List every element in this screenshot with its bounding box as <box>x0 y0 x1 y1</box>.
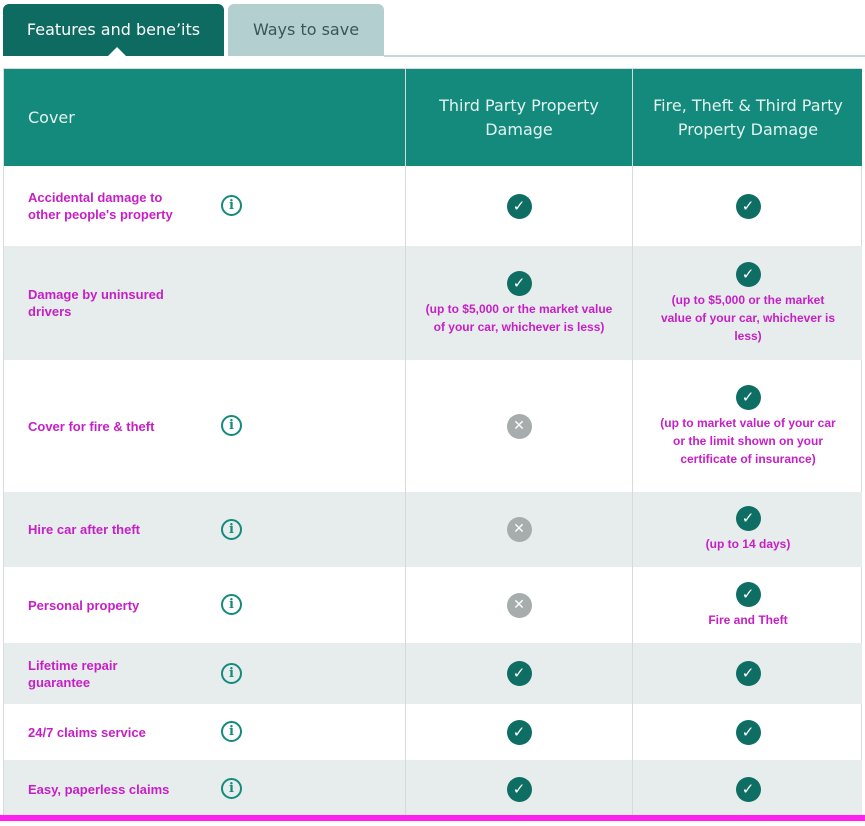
check-icon: ✓ <box>736 385 761 410</box>
row-cell-col1 <box>406 166 632 246</box>
cross-icon: ✕ <box>507 593 532 618</box>
tab-features-label: Features and bene’its <box>26 20 201 39</box>
check-icon: ✓ <box>507 720 532 745</box>
row-cell-note: Fire and Theft <box>708 612 788 627</box>
tab-ways-to-save-label: Ways to save <box>252 20 360 39</box>
table-header <box>4 69 862 166</box>
tab-divider <box>384 55 865 57</box>
info-icon[interactable]: i <box>221 415 242 436</box>
cover-comparison-table <box>3 68 862 818</box>
info-icon[interactable]: i <box>221 195 242 216</box>
check-icon: ✓ <box>736 582 761 607</box>
table-row <box>4 492 862 567</box>
cross-icon: ✕ <box>507 414 532 439</box>
table-row <box>4 760 862 818</box>
row-label: 24/7 claims service <box>28 724 146 740</box>
table-row <box>4 704 862 760</box>
check-icon: ✓ <box>736 194 761 219</box>
header-cover: Cover <box>28 107 75 127</box>
table-row <box>4 567 862 643</box>
row-label: Cover for fire & theft <box>28 418 155 434</box>
info-icon[interactable]: i <box>221 519 242 540</box>
check-icon: ✓ <box>736 720 761 745</box>
row-cell-col1 <box>406 643 632 704</box>
row-cell-note: (up to $5,000 or the market value of your car, whichever is less) <box>660 292 836 343</box>
cross-icon: ✕ <box>507 517 532 542</box>
row-label: Hire car after theft <box>28 522 140 537</box>
column-divider <box>632 69 633 819</box>
info-icon[interactable]: i <box>221 594 242 615</box>
info-icon[interactable]: i <box>221 778 242 799</box>
active-tab-notch <box>107 47 127 57</box>
check-icon: ✓ <box>507 271 532 296</box>
row-cell-col1 <box>406 246 632 360</box>
row-cell-col1 <box>406 704 632 760</box>
row-cell-col2 <box>634 246 862 360</box>
table-bottom-border <box>0 815 865 821</box>
info-icon[interactable]: i <box>221 721 242 742</box>
row-cell-col2 <box>634 760 862 818</box>
check-icon: ✓ <box>736 661 761 686</box>
row-label: Damage by uninsured drivers <box>28 287 164 319</box>
row-label: Personal property <box>28 597 140 613</box>
check-icon: ✓ <box>507 194 532 219</box>
check-icon: ✓ <box>736 262 761 287</box>
table-row <box>4 360 862 492</box>
row-cell-col2 <box>634 643 862 704</box>
row-cell-note: (up to 14 days) <box>705 537 791 551</box>
row-cell-col2 <box>634 166 862 246</box>
column-divider <box>405 69 406 819</box>
row-label: Easy, paperless claims <box>28 781 170 797</box>
tab-features-and-benefits[interactable] <box>3 4 224 56</box>
row-cell-col2 <box>634 567 862 643</box>
row-cell-col1 <box>406 360 632 492</box>
table-row <box>4 246 862 360</box>
check-icon: ✓ <box>507 661 532 686</box>
table-row <box>4 643 862 704</box>
header-fire-theft-third-party: Fire, Theft & Third Party Property Damage <box>653 95 843 139</box>
row-cell-col1 <box>406 760 632 818</box>
check-icon: ✓ <box>736 777 761 802</box>
row-cell-col1 <box>406 567 632 643</box>
header-third-party-property-damage: Third Party Property Damage <box>439 95 599 139</box>
info-icon[interactable]: i <box>221 663 242 684</box>
row-label: Lifetime repair guarantee <box>28 657 118 690</box>
check-icon: ✓ <box>736 506 761 531</box>
check-icon: ✓ <box>507 777 532 802</box>
tab-bar <box>0 0 865 58</box>
row-cell-col2 <box>634 492 862 567</box>
row-cell-col2 <box>634 360 862 492</box>
row-cell-note: (up to market value of your car or the limit shown on your certificate of insurance) <box>660 415 836 466</box>
row-cell-note: (up to $5,000 or the market value of your car, whichever is less) <box>425 301 613 334</box>
table-row <box>4 166 862 246</box>
tab-ways-to-save[interactable] <box>228 4 384 56</box>
row-label: Accidental damage to other people's property <box>28 190 173 222</box>
row-cell-col1 <box>406 492 632 567</box>
row-cell-col2 <box>634 704 862 760</box>
